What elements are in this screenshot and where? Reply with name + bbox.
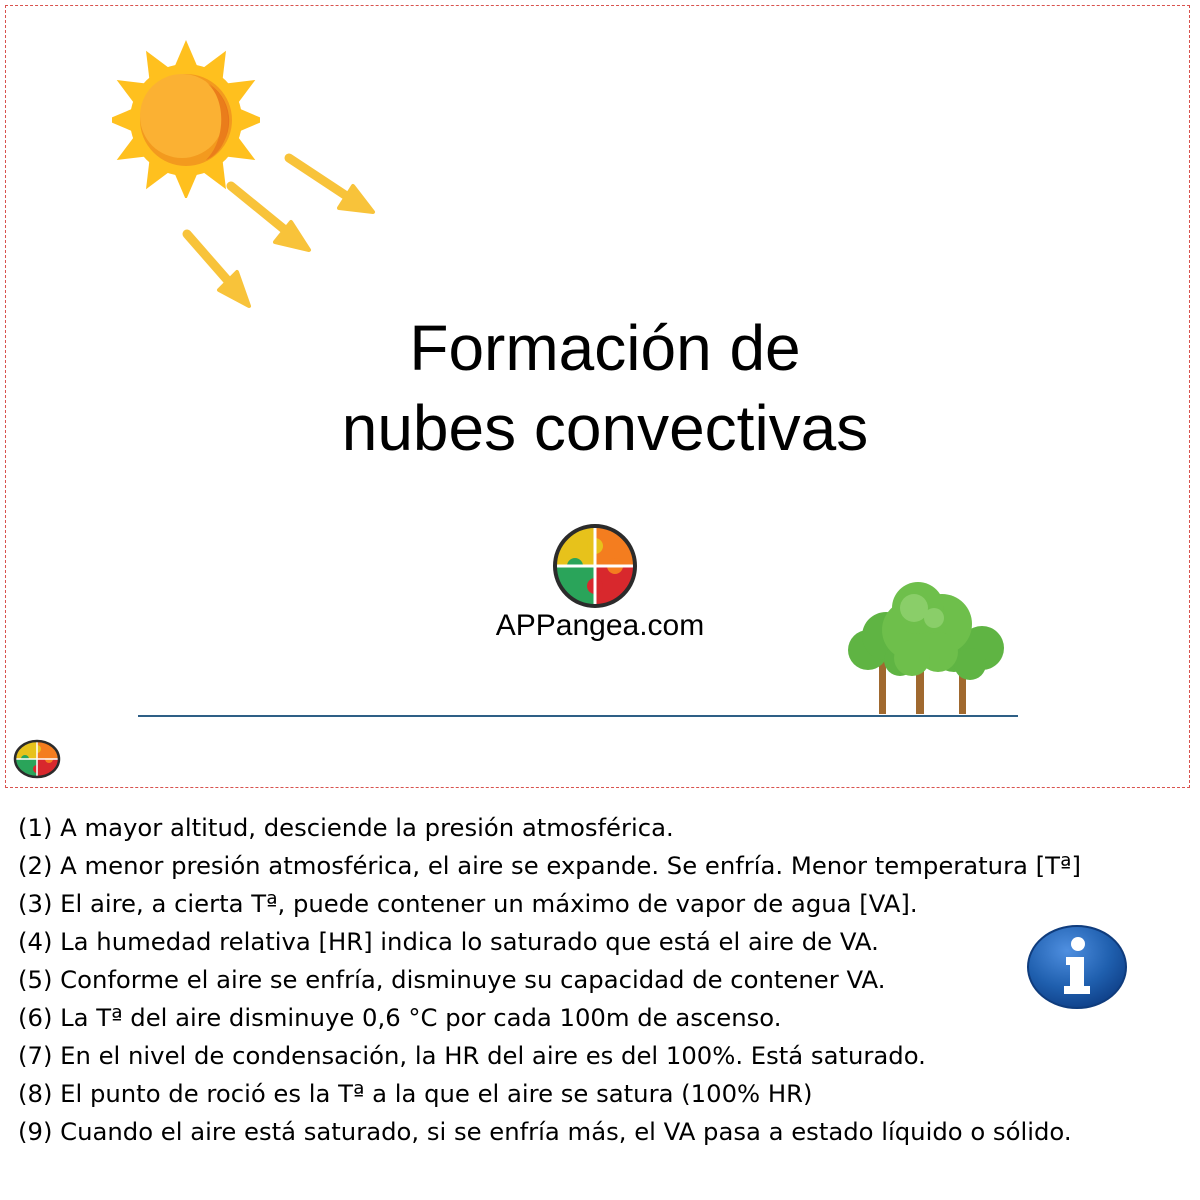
- puzzle-logo-icon: [551, 522, 639, 610]
- note-item-9: (9) Cuando el aire está saturado, si se enfría más, el VA pasa a estado líquido o sólido.: [18, 1117, 1072, 1146]
- ground-line: [138, 715, 1018, 717]
- note-item-6: (6) La Tª del aire disminuye 0,6 °C por cada 100m de ascenso.: [18, 1003, 782, 1032]
- slide-title: [250, 308, 960, 468]
- note-item-1: (1) A mayor altitud, desciende la presión atmosférica.: [18, 813, 674, 842]
- note-item-7: (7) En el nivel de condensación, la HR del aire es del 100%. Está saturado.: [18, 1041, 926, 1070]
- title-line-2: nubes convectivas: [341, 392, 869, 464]
- trees-icon: [842, 578, 1012, 718]
- note-item-5: (5) Conforme el aire se enfría, disminuye su capacidad de contener VA.: [18, 965, 886, 994]
- title-line-1: Formación de: [409, 312, 801, 384]
- info-icon[interactable]: [1026, 924, 1128, 1010]
- brand-name: APPangea.com: [495, 609, 705, 642]
- notes-list: [18, 809, 1183, 1151]
- note-item-2: (2) A menor presión atmosférica, el aire se expande. Se enfría. Menor temperatura [Tª]: [18, 851, 1081, 880]
- note-item-8: (8) El punto de roció es la Tª a la que el aire se satura (100% HR): [18, 1079, 813, 1108]
- note-item-3: (3) El aire, a cierta Tª, puede contener un máximo de vapor de agua [VA].: [18, 889, 918, 918]
- small-puzzle-logo-icon: [12, 738, 62, 780]
- note-item-4: (4) La humedad relativa [HR] indica lo saturado que está el aire de VA.: [18, 927, 879, 956]
- sun-ray-arrow-icon: [175, 150, 385, 320]
